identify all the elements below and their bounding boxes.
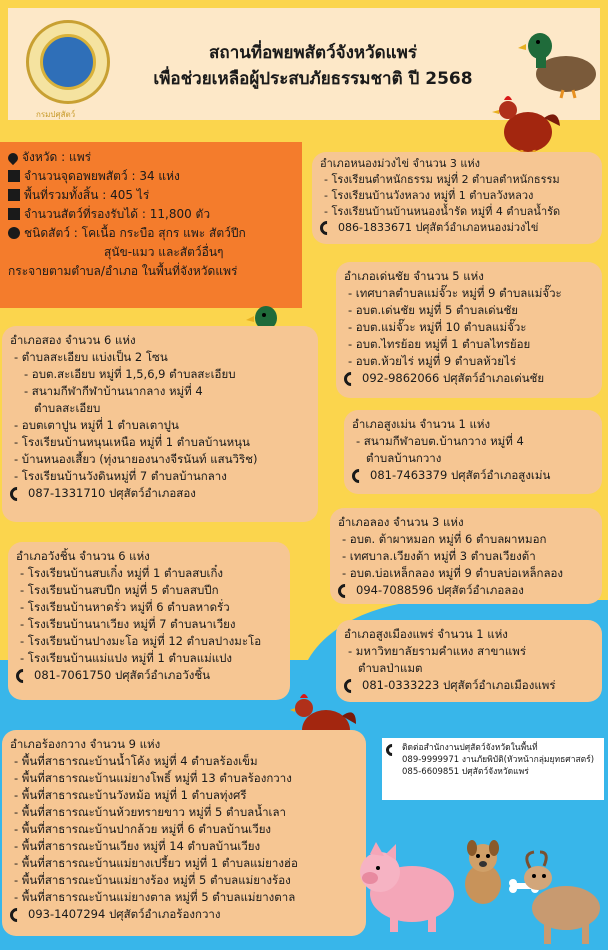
district-sungmen [344, 410, 602, 494]
summary-animals: ชนิดสัตว์ : โคเนื้อ กระบือ สุกร แพะ สัตว์ปีก [8, 224, 294, 243]
district-heading: อำเภอร้องกวาง จำนวน 9 แห่ง [10, 737, 161, 751]
district-phone: 081-7463379 ปศุสัตว์อำเภอสูงเม่น [352, 467, 594, 484]
phone-icon [335, 581, 355, 601]
list-item: - พื้นที่สาธารณะบ้านแม่ยางตาล หมู่ที่ 5 ตำบลแม่ยางตาล [14, 890, 296, 904]
district-long [330, 508, 602, 604]
contact-panel [382, 738, 604, 800]
list-item: - โรงเรียนตำหนักธรรม หมู่ที่ 2 ตำบลตำหนักธรรม [324, 173, 560, 186]
list-item: - โรงเรียนบ้านบ้านหนองน้ำรัด หมู่ที่ 4 ตำบลน้ำรัด [324, 205, 561, 218]
list-item: - โรงเรียนบ้านสบเกิ๋ง หมู่ที่ 1 ตำบลสบเกิ๋ง [20, 566, 224, 580]
list-item: - โรงเรียนบ้านปางมะโอ หมู่ที่ 12 ตำบลปางมะโอ [20, 634, 262, 648]
phone-icon [7, 484, 27, 504]
district-phone: 087-1331710 ปศุสัตว์อำเภอสอง [10, 485, 310, 502]
list-item: ตำบลสะเอียบ [34, 401, 101, 415]
list-item: - โรงเรียนบ้านหนุนเหนือ หมู่ที่ 1 ตำบลบ้านหนุน [14, 435, 250, 449]
district-heading: อำเภอสูงเม่น จำนวน 1 แห่ง [352, 417, 491, 431]
pig-illustration [356, 836, 460, 936]
phone-icon [13, 666, 33, 686]
list-item: - โรงเรียนบ้านสบปีก หมู่ที่ 5 ตำบลสบปีก [20, 583, 219, 597]
location-pin-icon [6, 151, 20, 165]
document-icon [8, 170, 20, 182]
list-item: - ตำบลสะเอียบ แบ่งเป็น 2 โซน [14, 350, 168, 364]
district-phone: 093-1407294 ปศุสัตว์อำเภอร้องกวาง [10, 906, 358, 923]
district-phone: 081-0333223 ปศุสัตว์อำเภอเมืองแพร่ [344, 677, 594, 694]
list-item: - โรงเรียนบ้านนาเวียง หมู่ที่ 7 ตำบลนาเวียง [20, 617, 236, 631]
contact-phone-1: 089-9999971 งานภัยพิบัติ(หัวหน้ากลุ่มยุทธศาสตร์) [402, 755, 595, 765]
district-phone: 086-1833671 ปศุสัตว์อำเภอหนองม่วงไข่ [320, 220, 594, 236]
title-line-1: สถานที่อพยพสัตว์จังหวัดแพร่ [209, 43, 417, 63]
list-item: - อบต.สะเอียบ หมู่ที่ 1,5,6,9 ตำบลสะเอียบ [24, 367, 236, 381]
page-title [118, 40, 508, 92]
district-heading: อำเภอเด่นชัย จำนวน 5 แห่ง [344, 269, 484, 283]
district-phone: 092-9862066 ปศุสัตว์อำเภอเด่นชัย [344, 370, 594, 387]
district-heading: อำเภอสอง จำนวน 6 แห่ง [10, 333, 136, 347]
list-item: - อบต.แม่จั๊วะ หมู่ที่ 10 ตำบลแม่จั๊วะ [348, 320, 527, 334]
summary-sites: จำนวนจุดอพยพสัตว์ : 34 แห่ง [8, 167, 294, 186]
list-item: - โรงเรียนบ้านวังดินหมู่ที่ 7 ตำบลบ้านกลาง [14, 469, 227, 483]
district-wangchin [8, 542, 290, 700]
phone-icon [384, 742, 401, 759]
list-item: - โรงเรียนบ้านวังหลวง หมู่ที่ 1 ตำบลวังหลวง [324, 189, 534, 202]
list-item: - เทศบาล.เวียงต้า หมู่ที่ 3 ตำบลเวียงต้า [342, 549, 536, 563]
list-item: - พื้นที่สาธารณะบ้านน้ำโค้ง หมู่ที่ 4 ตำบลร้องเข็ม [14, 754, 258, 768]
list-item: - บ้านหนองเสี้ยว (ทุ่งนายองนางจีรนันท์ แสนวิริช) [14, 452, 258, 466]
summary-animals-line2: สุนัข-แมว และสัตว์อื่นๆ [104, 245, 224, 259]
logo-text: กรมปศุสัตว์ [36, 110, 76, 119]
list-item: - พื้นที่สาธารณะบ้านห้วยทรายขาว หมู่ที่ 5 ตำบลน้ำเลา [14, 805, 286, 819]
district-heading: อำเภอสูงเมืองแพร่ จำนวน 1 แห่ง [344, 627, 508, 641]
list-item: - สนามกีฬากีฬาบ้านนากลาง หมู่ที่ 4 [24, 384, 203, 398]
district-heading: อำเภอลอง จำนวน 3 แห่ง [338, 515, 464, 529]
list-item: - พื้นที่สาธารณะบ้านเวียง หมู่ที่ 14 ตำบลบ้านเวียง [14, 839, 261, 853]
summary-panel [0, 142, 302, 308]
summary-province: จังหวัด : แพร่ [8, 148, 294, 167]
list-item: - พื้นที่สาธารณะบ้านแม่ยางโพธิ์ หมู่ที่ 13 ตำบลร้องกวาง [14, 771, 292, 785]
district-phone: 094-7088596 ปศุสัตว์อำเภอลอง [338, 582, 594, 599]
list-item: - พื้นที่สาธารณะบ้านวังหม้อ หมู่ที่ 1 ตำบลทุ่งศรี [14, 788, 247, 802]
district-mueang [336, 620, 602, 702]
summary-capacity: จำนวนสัตว์ที่รองรับได้ : 11,800 ตัว [8, 205, 294, 224]
district-heading: อำเภอหนองม่วงไข่ จำนวน 3 แห่ง [320, 157, 481, 170]
list-item: - เทศบาลตำบลแม่จั๊วะ หมู่ที่ 9 ตำบลแม่จั๊วะ [348, 286, 562, 300]
phone-icon [349, 466, 369, 486]
contact-phone-2: 085-6609851 ปศุสัตว์จังหวัดแพร่ [402, 767, 529, 777]
duck-illustration [518, 24, 600, 100]
list-item: - อบต.บ่อเหล็กลอง หมู่ที่ 9 ตำบลบ่อเหล็กลอง [342, 566, 564, 580]
list-item: - อบต.เด่นชัย หมู่ที่ 5 ตำบลเด่นชัย [348, 303, 519, 317]
district-song [2, 326, 318, 522]
contact-heading: ติดต่อสำนักงานปศุสัตว์จังหวัดในพื้นที่ [402, 743, 538, 753]
list-item: - พื้นที่สาธารณะบ้านแม่ยางร้อง หมู่ที่ 5 ตำบลแม่ยางร้อง [14, 873, 291, 887]
goat-illustration [516, 850, 606, 946]
department-logo [26, 20, 110, 104]
title-line-2: เพื่อช่วยเหลือผู้ประสบภัยธรรมชาติ ปี 2568 [153, 69, 473, 89]
animal-icon [8, 227, 20, 239]
list-item: - พื้นที่สาธารณะบ้านแม่ยางเปรี้ยว หมู่ที่ 1 ตำบลแม่ยางฮ่อ [14, 856, 298, 870]
list-item: - มหาวิทยาลัยรามคำแหง สาขาแพร่ [348, 644, 527, 658]
list-item: - โรงเรียนบ้านหาดรั่ว หมู่ที่ 6 ตำบลหาดรั่ว [20, 600, 230, 614]
capacity-icon [8, 208, 20, 220]
list-item: - อบตเตาปูน หมู่ที่ 1 ตำบลเตาปูน [14, 418, 179, 432]
district-nongmuangkhai [312, 152, 602, 244]
area-icon [8, 189, 20, 201]
district-rongkwang [2, 730, 366, 936]
list-item: - โรงเรียนบ้านแม่แปง หมู่ที่ 1 ตำบลแม่แปง [20, 651, 233, 665]
list-item: - อบต. ต้าผาหมอก หมู่ที่ 6 ตำบลผาหมอก [342, 532, 547, 546]
summary-area: พื้นที่รวมทั้งสิ้น : 405 ไร่ [8, 186, 294, 205]
summary-distribution: กระจายตามตำบล/อำเภอ ในพื้นที่จังหวัดแพร่ [8, 264, 238, 278]
list-item: - อบต.ห้วยไร่ หมู่ที่ 9 ตำบลห้วยไร่ [348, 354, 516, 368]
list-item: - สนามกีฬาอบต.บ้านกวาง หมู่ที่ 4 [356, 434, 524, 448]
district-heading: อำเภอวังชิ้น จำนวน 6 แห่ง [16, 549, 150, 563]
phone-icon [7, 905, 27, 925]
district-denchai [336, 262, 602, 398]
list-item: - อบต.ไทรย้อย หมู่ที่ 1 ตำบลไทรย้อย [348, 337, 531, 351]
district-phone: 081-7061750 ปศุสัตว์อำเภอวังชิ้น [16, 667, 282, 684]
phone-icon [317, 218, 337, 238]
list-item: ตำบลป่าแมต [358, 661, 423, 675]
phone-icon [341, 369, 361, 389]
dog-illustration [458, 836, 508, 906]
list-item: ตำบลบ้านกวาง [366, 451, 442, 465]
list-item: - พื้นที่สาธารณะบ้านปากล้วย หมู่ที่ 6 ตำบลบ้านเวียง [14, 822, 272, 836]
